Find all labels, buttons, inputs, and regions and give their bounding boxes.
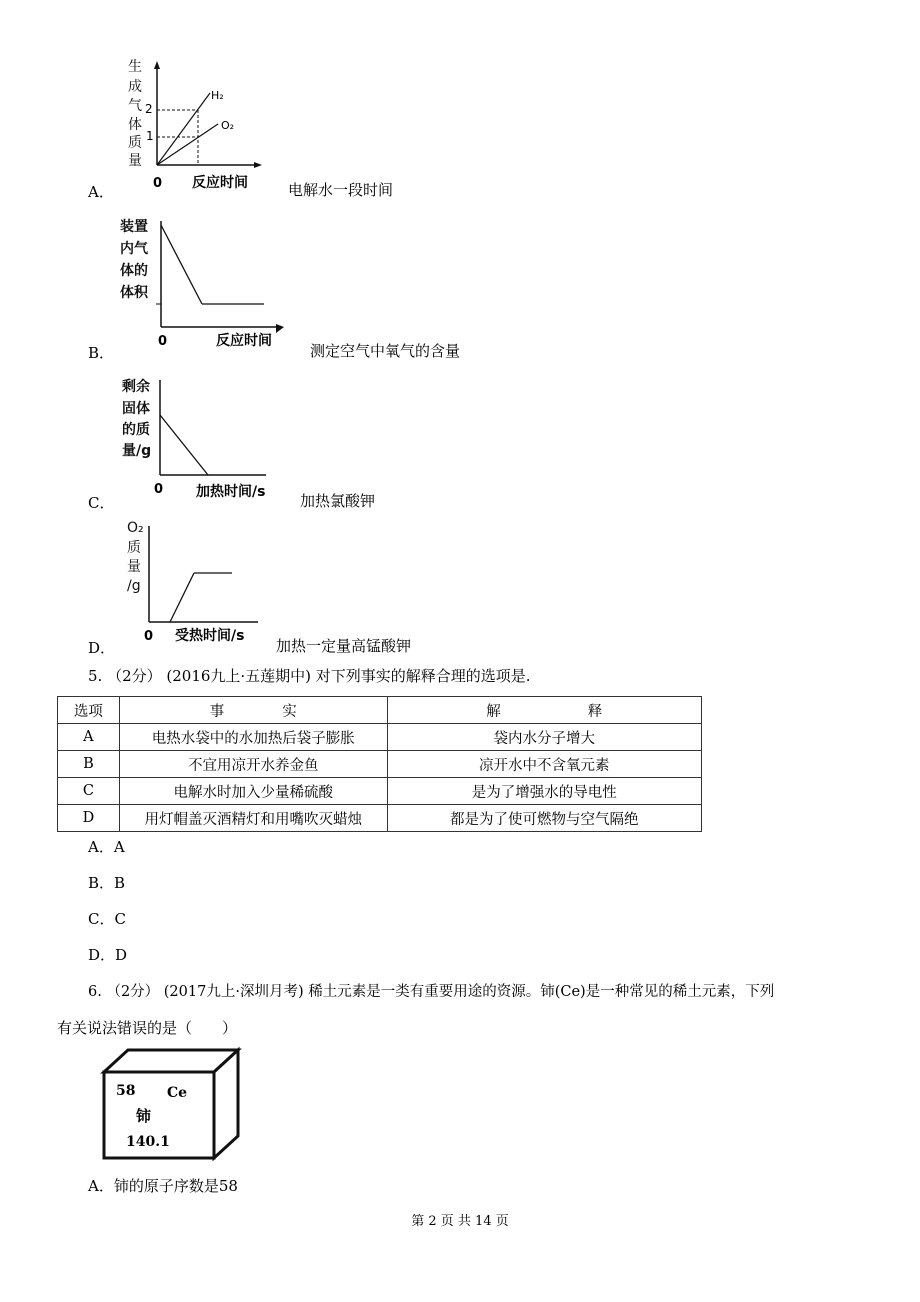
cell-fact: 用灯帽盖灭酒精灯和用嘴吹灭蜡烛 bbox=[119, 805, 387, 832]
y-axis-label bbox=[122, 378, 151, 459]
svg-text:剩余: 剩余 bbox=[122, 379, 150, 395]
svg-text:装置: 装置 bbox=[120, 219, 148, 235]
atomic-number: 58 bbox=[116, 1083, 136, 1099]
question-6-stem-line2: 有关说法错误的是（ ） bbox=[57, 1019, 238, 1037]
q6-option-a[interactable]: A．铈的原子序数是58 bbox=[88, 1177, 238, 1195]
option-caption: 电解水一段时间 bbox=[288, 181, 394, 199]
origin-label: 0 bbox=[144, 629, 154, 644]
svg-text:成: 成 bbox=[128, 79, 142, 95]
x-axis-label: 反应时间 bbox=[192, 175, 248, 191]
atomic-mass: 140.1 bbox=[126, 1134, 170, 1150]
cell-option: A bbox=[58, 724, 120, 751]
q5-option-c[interactable]: C．C bbox=[88, 910, 126, 928]
table-row bbox=[58, 778, 702, 805]
y-axis-label bbox=[120, 218, 149, 301]
graph-air-oxygen bbox=[118, 215, 288, 355]
facts-table bbox=[57, 696, 702, 832]
cell-fact: 不宜用凉开水养金鱼 bbox=[119, 751, 387, 778]
origin-label: 0 bbox=[158, 334, 168, 349]
svg-text:体的: 体的 bbox=[120, 263, 148, 279]
cell-fact: 电解水时加入少量稀硫酸 bbox=[119, 778, 387, 805]
option-a bbox=[0, 0, 920, 200]
svg-text:的质: 的质 bbox=[122, 422, 150, 438]
option-letter: D． bbox=[88, 639, 116, 657]
cell-option: D bbox=[58, 805, 120, 832]
header-option: 选项 bbox=[58, 697, 120, 724]
y-tick-1: 1 bbox=[146, 129, 154, 143]
q5-option-b[interactable]: B．B bbox=[88, 874, 126, 892]
origin-label: 0 bbox=[154, 482, 164, 497]
cell-explanation: 袋内水分子增大 bbox=[387, 724, 701, 751]
cell-fact: 电热水袋中的水加热后袋子膨胀 bbox=[119, 724, 387, 751]
option-caption: 加热一定量高锰酸钾 bbox=[276, 637, 412, 655]
cell-explanation: 是为了增强水的导电性 bbox=[387, 778, 701, 805]
cell-explanation: 都是为了使可燃物与空气隔绝 bbox=[387, 805, 701, 832]
option-letter: C． bbox=[88, 494, 115, 512]
question-6-stem-line1: 6. （2分） (2017九上·深圳月考) 稀土元素是一类有重要用途的资源。铈(Ce)是一种常见的稀土元素，下列 bbox=[88, 984, 775, 1000]
line-h2 bbox=[157, 93, 210, 165]
svg-text:量: 量 bbox=[127, 559, 141, 575]
header-explanation: 解 释 bbox=[387, 697, 701, 724]
origin-label: 0 bbox=[153, 176, 163, 191]
svg-text:量/g: 量/g bbox=[122, 443, 152, 459]
option-d bbox=[0, 515, 920, 665]
option-letter: A． bbox=[88, 183, 114, 201]
page-footer: 第 2 页 共 14 页 bbox=[411, 1214, 509, 1229]
line-o2 bbox=[157, 124, 218, 165]
cell-option: B bbox=[58, 751, 120, 778]
svg-text:生: 生 bbox=[128, 59, 142, 75]
x-axis-label: 反应时间 bbox=[216, 333, 272, 349]
cell-option: C bbox=[58, 778, 120, 805]
y-axis-label bbox=[127, 520, 144, 594]
svg-text:固体: 固体 bbox=[122, 401, 150, 417]
x-axis-label: 受热时间/s bbox=[175, 628, 245, 644]
element-symbol: Ce bbox=[167, 1085, 188, 1101]
question-5-stem: 5. （2分） (2016九上·五莲期中) 对下列事实的解释合理的选项是. bbox=[88, 667, 531, 685]
series-label-o2: O₂ bbox=[221, 119, 235, 132]
svg-text:体: 体 bbox=[128, 117, 142, 133]
cerium-element-cube bbox=[96, 1046, 246, 1162]
option-caption: 加热氯酸钾 bbox=[300, 492, 376, 510]
y-tick-2: 2 bbox=[145, 102, 153, 116]
table-row bbox=[58, 805, 702, 832]
svg-text:气: 气 bbox=[128, 98, 142, 114]
svg-text:O₂: O₂ bbox=[127, 520, 144, 536]
table-row bbox=[58, 724, 702, 751]
table-header-row bbox=[58, 697, 702, 724]
header-fact: 事 实 bbox=[119, 697, 387, 724]
y-axis-label bbox=[128, 58, 142, 169]
svg-text:质: 质 bbox=[128, 135, 142, 151]
q5-option-a[interactable]: A．A bbox=[88, 838, 125, 856]
option-caption: 测定空气中氧气的含量 bbox=[310, 342, 461, 360]
q5-option-d[interactable]: D．D bbox=[88, 946, 128, 964]
x-axis-label: 加热时间/s bbox=[196, 484, 266, 500]
table-row bbox=[58, 751, 702, 778]
graph-kmno4 bbox=[118, 518, 273, 648]
svg-text:量: 量 bbox=[128, 153, 142, 169]
option-b bbox=[0, 200, 920, 365]
graph-kclo3 bbox=[118, 375, 278, 505]
svg-text:体积: 体积 bbox=[120, 285, 148, 301]
svg-text:/g: /g bbox=[127, 578, 141, 594]
series-label-h2: H₂ bbox=[211, 89, 224, 102]
element-name: 铈 bbox=[136, 1107, 152, 1125]
svg-text:质: 质 bbox=[127, 540, 141, 556]
svg-text:内气: 内气 bbox=[120, 241, 148, 257]
option-letter: B． bbox=[88, 344, 115, 362]
cell-explanation: 凉开水中不含氧元素 bbox=[387, 751, 701, 778]
option-c bbox=[0, 365, 920, 515]
graph-electrolysis bbox=[120, 55, 265, 195]
